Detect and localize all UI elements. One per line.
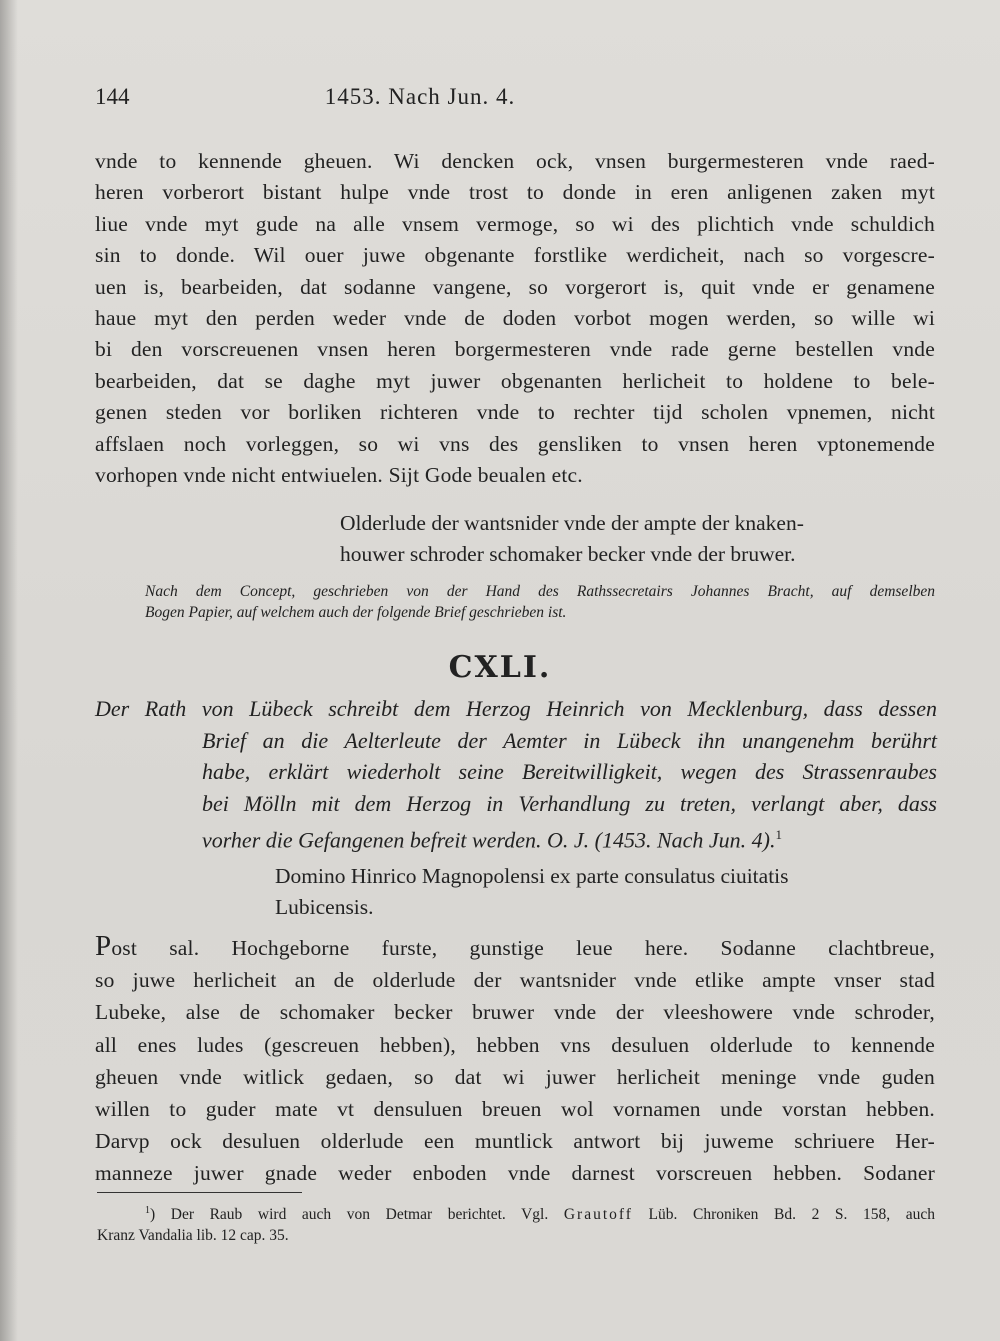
text-line xyxy=(95,930,935,964)
text-line: liue vnde myt gude na alle vnsem vermoge, so wi des plichtich vnde schuldich xyxy=(95,211,935,236)
footnote-text: ) Der Raub wird auch von Detmar berichtet. Vgl. xyxy=(150,1206,564,1224)
letter-address xyxy=(275,861,925,923)
letter-signature xyxy=(340,508,940,570)
text-line: affslaen noch vorleggen, so wi vns des gensliken to vnsen heren vptonemende xyxy=(95,431,935,456)
page-header xyxy=(95,84,935,118)
text-line: vorhopen vnde nicht entwiuelen. Sijt Gode beualen etc. xyxy=(95,463,583,488)
running-title: 1453. Nach Jun. 4. xyxy=(324,84,516,109)
page-number: 144 xyxy=(95,84,130,109)
signature-line: houwer schroder schomaker becker vnde der bruwer. xyxy=(340,542,796,566)
summary-line: Brief an die Aelterleute der Aemter in Lübeck ihn unangenehm berührt xyxy=(202,727,937,753)
summary-line: bei Mölln mit dem Herzog in Verhandlung zu treten, verlangt aber, dass xyxy=(202,790,937,816)
note-line: Bogen Papier, auf welchem auch der folgende Brief geschrieben ist. xyxy=(145,604,567,621)
text-line: bearbeiden, dat se daghe myt juwer obgenanten herlicheit to holdene to bele- xyxy=(95,368,935,393)
letter-body-continued xyxy=(95,146,935,491)
summary-last-text: vorher die Gefangenen befreit werden. O. J. (1453. Nach Jun. 4). xyxy=(202,827,776,853)
address-line: Lubicensis. xyxy=(275,895,374,919)
footnote-line: Kranz Vandalia lib. 12 cap. 35. xyxy=(97,1227,289,1245)
footnote-reference: 1 xyxy=(775,827,782,843)
source-note xyxy=(145,581,935,623)
footnote xyxy=(97,1200,935,1246)
text-line: heren vorberort bistant hulpe vnde trost to donde in eren anligenen zaken myt xyxy=(95,180,935,205)
summary-line: habe, erklärt wiederholt seine Bereitwilligkeit, wegen des Strassenraubes xyxy=(202,759,937,785)
footnote-text-rest: Lüb. Chroniken Bd. 2 S. 158, auch xyxy=(632,1206,935,1224)
document-number: CXLI. xyxy=(448,650,552,685)
initial-letter: P xyxy=(95,930,112,962)
text-line: gheuen vnde witlick gedaen, so dat wi juwer herlicheit meninge vnde guden xyxy=(95,1064,935,1089)
address-line: Domino Hinrico Magnopolensi ex parte consulatus ciuitatis xyxy=(275,864,789,888)
summary-line xyxy=(95,819,937,856)
footnote-author: Grautoff xyxy=(563,1206,633,1224)
text-line: uen is, bearbeiden, dat sodanne vangene, so vorgerort is, quit vnde er genamene xyxy=(95,274,935,299)
document-summary xyxy=(95,693,937,856)
footnote-marker: 1 xyxy=(145,1205,150,1216)
text-line: so juwe herlicheit an de olderlude der wantsnider vnde etlike ampte vnser stad xyxy=(95,968,935,993)
letter-body xyxy=(95,930,935,1190)
first-line-text: ost sal. Hochgeborne furste, gunstige leue here. Sodanne clachtbreue, xyxy=(111,936,935,960)
text-line: haue myt den perden weder vnde de doden vorbot mogen werden, so wille wi xyxy=(95,306,935,331)
summary-line: Der Rath von Lübeck schreibt dem Herzog Heinrich von Mecklenburg, dass dessen xyxy=(95,696,937,721)
text-line: vnde to kennende gheuen. Wi dencken ock, vnsen burgermesteren vnde raed- xyxy=(95,149,935,173)
text-line: genen steden vor borliken richteren vnde to rechter tijd scholen vpnemen, nicht xyxy=(95,400,935,425)
note-line: Nach dem Concept, geschrieben von der Hand des Rathssecretairs Johannes Bracht, auf demselben xyxy=(145,583,935,600)
text-line: sin to donde. Wil ouer juwe obgenante forstlike werdicheit, nach so vorgescre- xyxy=(95,243,935,268)
text-line: Darvp ock desuluen olderlude een muntlick antwort bij juweme schriuere Her- xyxy=(95,1129,935,1154)
footnote-divider xyxy=(97,1192,302,1193)
text-line: Lubeke, alse de schomaker becker bruwer vnde der vleeshowere vnde schroder, xyxy=(95,1000,935,1025)
text-line: willen to guder mate vt densuluen breuen wol vornamen unde vorstan hebben. xyxy=(95,1097,935,1122)
text-line: manneze juwer gnade weder enboden vnde darnest vorscreuen hebben. Sodaner xyxy=(95,1161,935,1186)
signature-line: Olderlude der wantsnider vnde der ampte der knaken- xyxy=(340,511,804,535)
text-line: all enes ludes (gescreuen hebben), hebben vns desuluen olderlude to kennende xyxy=(95,1032,935,1057)
footnote-line xyxy=(97,1200,935,1225)
text-line: bi den vorscreuenen vnsen heren borgermesteren vnde rade gerne bestellen vnde xyxy=(95,337,935,362)
